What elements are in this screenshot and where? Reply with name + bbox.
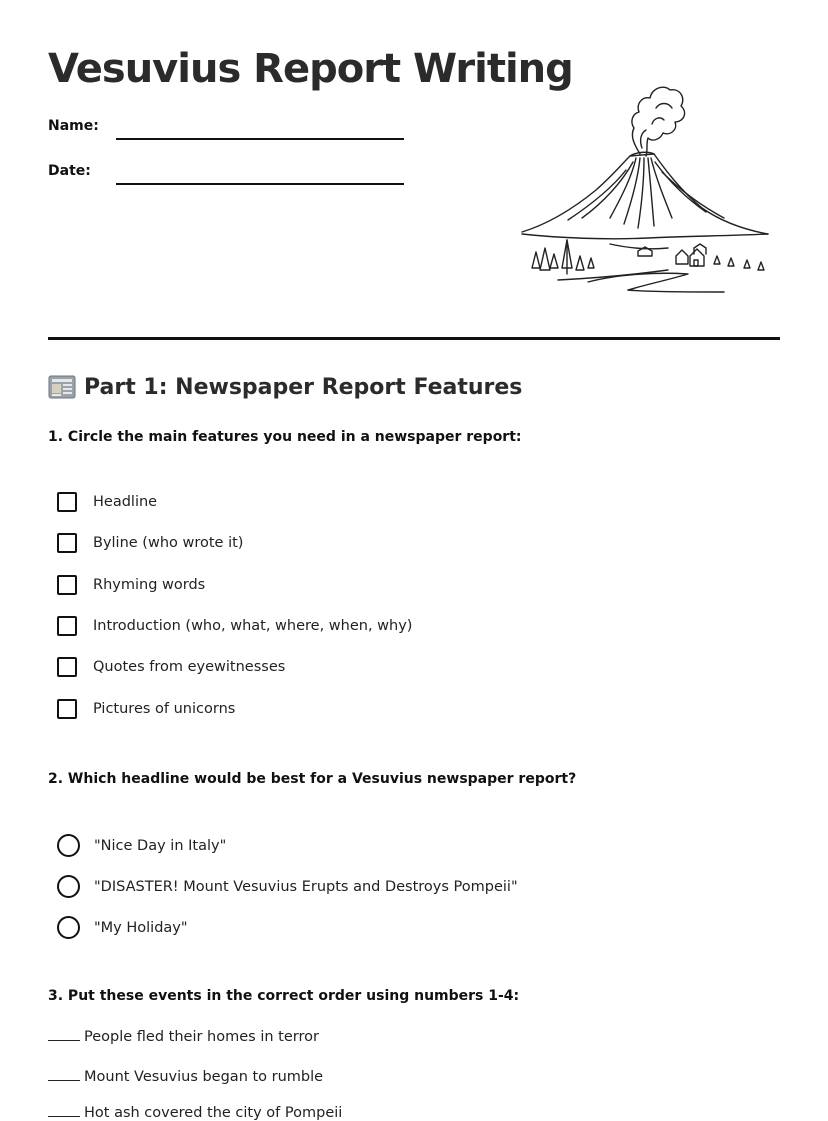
option-label: Rhyming words <box>93 577 206 593</box>
part1-heading-text: Part 1: Newspaper Report Features <box>84 374 523 400</box>
q1-option-rhyming-words[interactable] <box>57 575 205 595</box>
order-item-label: Hot ash covered the city of Pompeii <box>84 1105 343 1121</box>
part1-heading <box>48 374 522 400</box>
option-label: "My Holiday" <box>94 919 188 936</box>
order-item-label: Mount Vesuvius began to rumble <box>84 1069 324 1085</box>
name-field[interactable] <box>116 138 404 140</box>
option-label: Headline <box>93 494 158 510</box>
q1-option-byline[interactable] <box>57 533 243 553</box>
date-label: Date: <box>48 163 91 179</box>
question-2: 2. Which headline would be best for a Vesuvius newspaper report? <box>48 771 577 787</box>
order-item[interactable] <box>48 1104 342 1121</box>
order-number-blank[interactable] <box>48 1104 80 1117</box>
order-item-label: People fled their homes in terror <box>84 1029 319 1045</box>
radio-button[interactable] <box>57 916 80 939</box>
radio-button[interactable] <box>57 834 80 857</box>
volcano-illustration <box>518 78 774 302</box>
option-label: "Nice Day in Italy" <box>94 837 227 854</box>
q2-option-disaster[interactable] <box>57 875 518 898</box>
checkbox[interactable] <box>57 699 77 719</box>
radio-button[interactable] <box>57 875 80 898</box>
question-1: 1. Circle the main features you need in a newspaper report: <box>48 429 522 445</box>
option-label: "DISASTER! Mount Vesuvius Erupts and Destroys Pompeii" <box>94 878 518 895</box>
order-number-blank[interactable] <box>48 1068 80 1081</box>
q1-option-quotes[interactable] <box>57 657 285 677</box>
q1-option-unicorns[interactable] <box>57 699 235 719</box>
checkbox[interactable] <box>57 616 77 636</box>
checkbox[interactable] <box>57 492 77 512</box>
q1-option-introduction[interactable] <box>57 616 412 636</box>
checkbox[interactable] <box>57 575 77 595</box>
q2-option-my-holiday[interactable] <box>57 916 188 939</box>
page-title: Vesuvius Report Writing <box>48 46 573 92</box>
option-label: Pictures of unicorns <box>93 701 236 717</box>
q1-option-headline[interactable] <box>57 492 157 512</box>
question-3: 3. Put these events in the correct order using numbers 1-4: <box>48 988 520 1004</box>
order-item[interactable] <box>48 1068 323 1085</box>
order-item[interactable] <box>48 1028 319 1045</box>
section-divider <box>48 337 780 340</box>
date-field[interactable] <box>116 183 404 185</box>
checkbox[interactable] <box>57 657 77 677</box>
option-label: Byline (who wrote it) <box>93 535 244 551</box>
name-label: Name: <box>48 118 99 134</box>
option-label: Quotes from eyewitnesses <box>93 659 286 675</box>
q2-option-nice-day[interactable] <box>57 834 226 857</box>
checkbox[interactable] <box>57 533 77 553</box>
newspaper-icon <box>48 374 76 400</box>
option-label: Introduction (who, what, where, when, why) <box>93 618 413 634</box>
order-number-blank[interactable] <box>48 1028 80 1041</box>
